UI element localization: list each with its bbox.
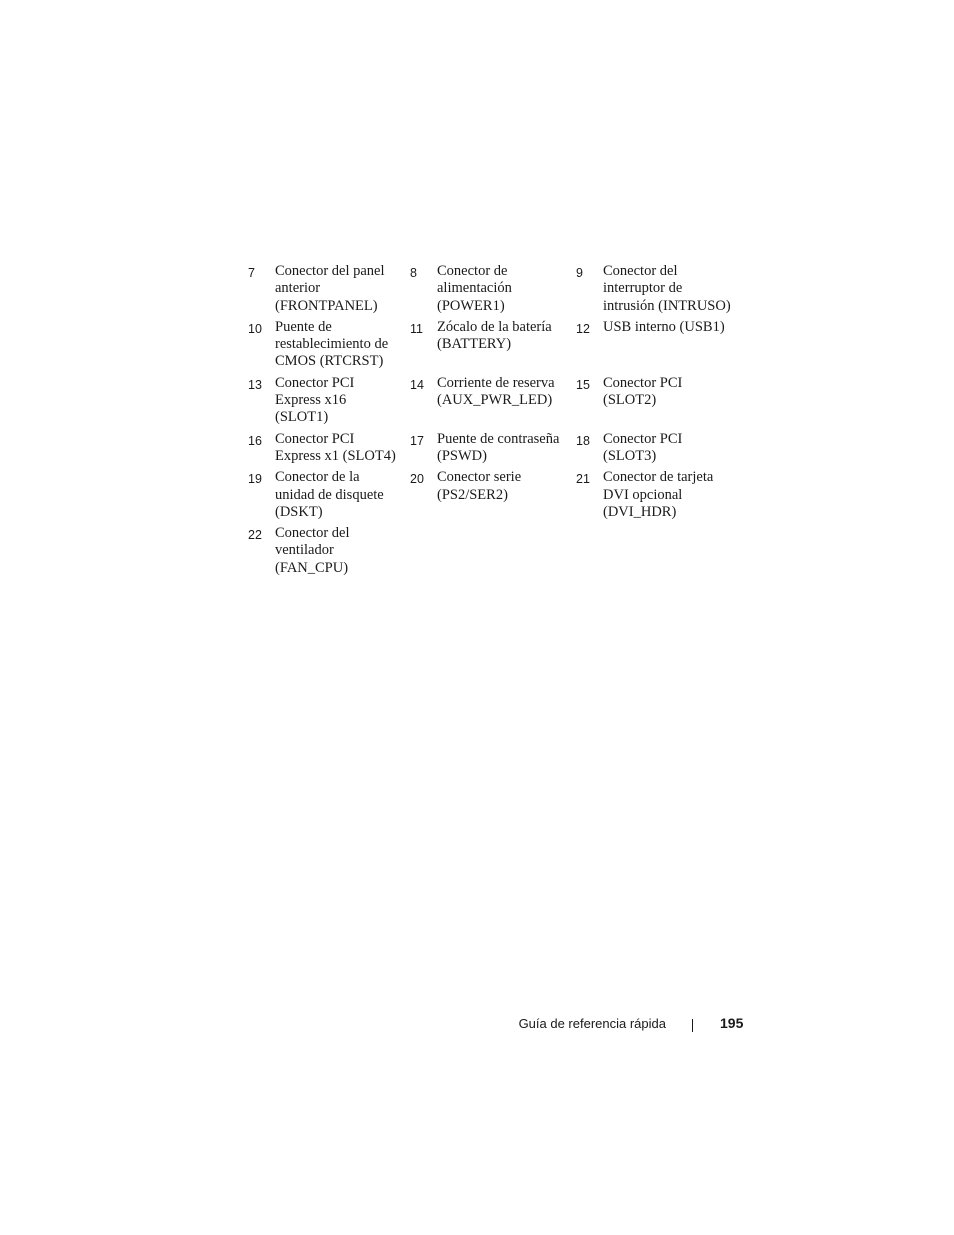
item-number: 22 [248,528,262,543]
page-number: 195 [720,1015,744,1031]
item-number: 11 [410,321,423,336]
item-number: 17 [410,433,424,448]
item-number: 7 [248,266,255,280]
item-number: 18 [576,433,590,448]
table-row [248,431,748,470]
item-description: Conector del panel anterior (FRONTPANEL) [275,263,385,314]
item-number: 8 [410,266,417,280]
item-description: Conector PCI Express x1 (SLOT4) [275,430,396,464]
table-row [248,525,748,581]
table-row [248,469,748,525]
item-number: 20 [410,472,424,487]
item-number [410,525,437,581]
item-number: 19 [248,472,262,487]
item-description: Conector del interruptor de intrusión (INTRUSO) [603,263,731,314]
footer-separator [692,1019,693,1032]
item-number: 21 [576,472,590,487]
item-description: Conector de tarjeta DVI opcional (DVI_HDR) [603,469,714,520]
item-description: Conector serie (PS2/SER2) [437,469,522,503]
item-number [576,525,603,581]
item-description: USB interno (USB1) [603,318,725,335]
page-footer [0,1015,954,1035]
table-row [248,263,748,319]
item-number: 14 [410,377,424,392]
footer-title: Guía de referencia rápida [518,1016,666,1031]
item-description: Puente de contraseña (PSWD) [437,430,560,464]
item-number: 15 [576,377,590,392]
item-number: 13 [248,377,262,392]
item-number: 12 [576,321,590,336]
item-number: 16 [248,433,262,448]
table-row [248,319,748,375]
item-description: Corriente de reserva (AUX_PWR_LED) [437,374,555,409]
item-description: Conector de la unidad de disquete (DSKT) [275,469,384,520]
item-description [603,525,748,581]
table-row [248,375,748,431]
item-number: 10 [248,321,262,336]
item-number: 9 [576,266,583,280]
item-description: Conector PCI Express x16 (SLOT1) [275,374,355,426]
item-description: Conector PCI (SLOT3) [603,430,683,464]
connector-legend-table [248,263,748,581]
item-description [437,525,576,581]
item-description: Conector de alimentación (POWER1) [437,263,512,314]
item-description: Puente de restablecimiento de CMOS (RTCRST) [275,318,389,370]
item-description: Conector PCI (SLOT2) [603,374,683,409]
item-description: Zócalo de la batería (BATTERY) [437,318,552,353]
item-description: Conector del ventilador (FAN_CPU) [275,525,350,576]
